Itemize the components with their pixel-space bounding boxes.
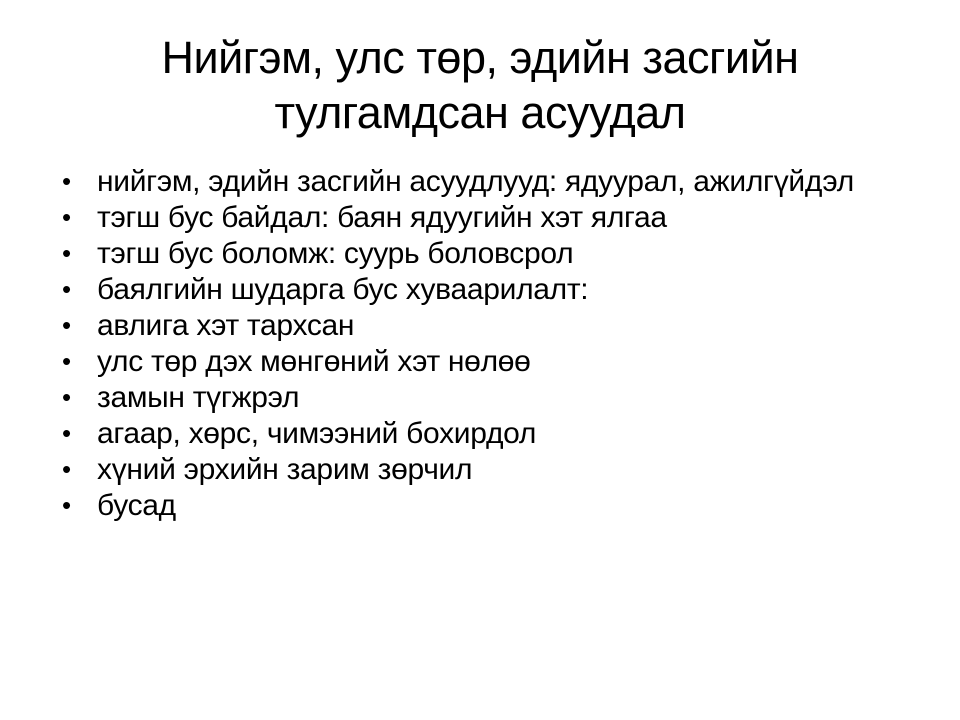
bullet-text: тэгш бус боломж: суурь боловсрол xyxy=(97,237,574,270)
bullet-text: нийгэм, эдийн засгийн асуудлууд: ядуурал, ажилгүйдэл xyxy=(97,165,854,198)
bullet-text: агаар, хөрс, чимээний бохирдол xyxy=(97,417,537,450)
slide-title-line-1: Нийгэм, улс төр, эдийн засгийн xyxy=(161,32,799,83)
slide-title xyxy=(0,0,960,140)
slide-title-line-2: тулгамдсан асуудал xyxy=(274,87,686,138)
bullet-icon: • xyxy=(62,310,71,340)
bullet-icon: • xyxy=(62,202,71,232)
bullet-icon: • xyxy=(62,166,71,196)
list-item xyxy=(57,275,902,305)
bullet-list xyxy=(0,167,960,521)
list-item xyxy=(57,383,902,413)
list-item xyxy=(57,419,902,449)
list-item xyxy=(57,347,902,377)
list-item xyxy=(57,311,902,341)
bullet-icon: • xyxy=(62,238,71,268)
bullet-text: улс төр дэх мөнгөний хэт нөлөө xyxy=(97,345,531,378)
bullet-icon: • xyxy=(62,454,71,484)
list-item xyxy=(57,491,902,521)
bullet-text: замын түгжрэл xyxy=(97,381,300,414)
bullet-text: тэгш бус байдал: баян ядуугийн хэт ялгаа xyxy=(97,201,667,234)
bullet-icon: • xyxy=(62,418,71,448)
list-item xyxy=(57,455,902,485)
list-item xyxy=(57,203,902,233)
bullet-icon: • xyxy=(62,382,71,412)
bullet-icon: • xyxy=(62,274,71,304)
bullet-icon: • xyxy=(62,490,71,520)
bullet-text: хүний эрхийн зарим зөрчил xyxy=(97,453,473,486)
list-item xyxy=(57,167,902,197)
bullet-text: баялгийн шударга бус хуваарилалт: xyxy=(97,273,589,306)
list-item xyxy=(57,239,902,269)
bullet-text: бусад xyxy=(97,489,176,522)
bullet-icon: • xyxy=(62,346,71,376)
bullet-text: авлига хэт тархсан xyxy=(97,309,355,342)
